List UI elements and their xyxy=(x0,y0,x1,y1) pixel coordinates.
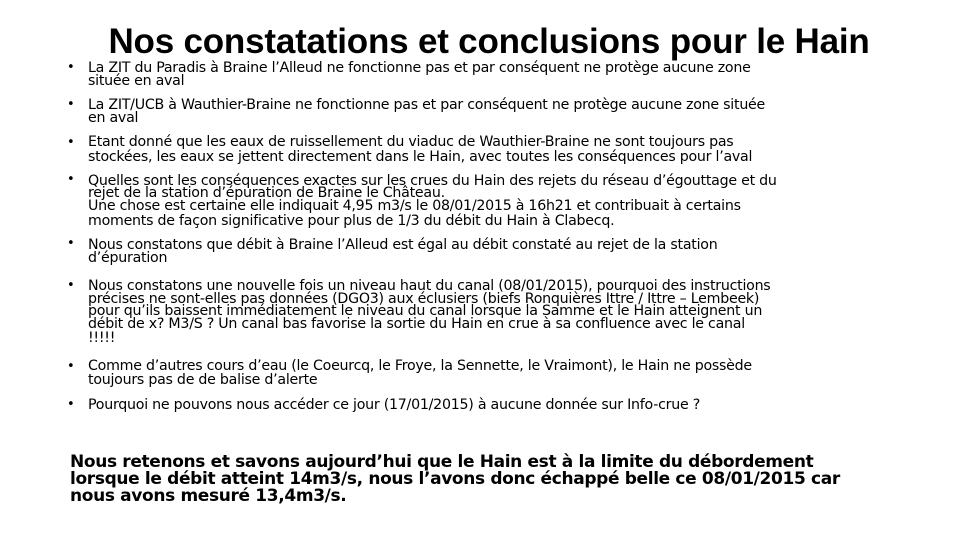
bullet-dot-icon: • xyxy=(67,172,75,187)
bullet-line: La ZIT du Paradis à Braine l’Alleud ne fonctionne pas et par conséquent ne protège aucune zone xyxy=(88,60,751,76)
bullet-line: Nous constatons que débit à Braine l’Alleud est égal au débit constaté au rejet de la station xyxy=(88,237,718,253)
bullet-line: Comme d’autres cours d’eau (le Coeurcq, le Froye, la Sennette, le Vraimont), le Hain ne possède xyxy=(88,358,752,374)
bullet-line: stockées, les eaux se jettent directement dans le Hain, avec toutes les conséquences pour l’aval xyxy=(88,149,753,165)
conclusion-line: lorsque le débit atteint 14m3/s, nous l’avons donc échappé belle ce 08/01/2015 car xyxy=(70,469,840,489)
bullet-line: débit de x? M3/S ? Un canal bas favorise la sortie du Hain en crue à sa confluence avec le canal xyxy=(88,316,745,332)
slide-title: Nos constatations et conclusions pour le Hain xyxy=(108,22,870,61)
bullet-dot-icon: • xyxy=(67,236,75,251)
bullet-line: Pourquoi ne pouvons nous accéder ce jour (17/01/2015) à aucune donnée sur Info-crue ? xyxy=(88,397,700,413)
bullet-item xyxy=(58,99,908,125)
bullet-list xyxy=(58,62,908,413)
conclusion-text xyxy=(70,454,910,505)
bullet-item xyxy=(58,238,908,264)
bullet-item xyxy=(58,397,908,413)
bullet-item xyxy=(58,279,908,349)
bullet-item xyxy=(58,359,908,389)
bullet-line: rejet de la station d’épuration de Braine le Château. xyxy=(88,185,445,201)
conclusion-line: Nous retenons et savons aujourd’hui que le Hain est à la limite du débordement xyxy=(70,452,814,472)
bullet-line: Quelles sont les conséquences exactes sur les crues du Hain des rejets du réseau d’égouttage et du xyxy=(88,173,777,189)
bullet-item xyxy=(58,62,908,88)
conclusion-line: nous avons mesuré 13,4m3/s. xyxy=(70,486,347,506)
bullet-dot-icon: • xyxy=(67,97,75,112)
bullet-line: Etant donné que les eaux de ruissellement du viaduc de Wauthier-Braine ne sont toujours pas xyxy=(88,134,734,150)
bullet-line: Une chose est certaine elle indiquait 4,95 m3/s le 08/01/2015 à 16h21 et contribuait à certains xyxy=(88,198,741,214)
bullet-dot-icon: • xyxy=(67,135,75,150)
bullet-dot-icon: • xyxy=(67,278,75,293)
bullet-dot-icon: • xyxy=(67,397,75,412)
bullet-line: située en aval xyxy=(88,72,185,89)
bullet-line: précises ne sont-elles pas données (DGO3) aux éclusiers (biefs Ronquières Ittre / Ittre – Lembeek) xyxy=(88,291,760,307)
bullet-line: Nous constatons une nouvelle fois un niveau haut du canal (08/01/2015), pourquoi des instructions xyxy=(88,278,771,294)
bullet-item xyxy=(58,135,908,165)
bullet-dot-icon: • xyxy=(67,60,75,75)
bullet-item xyxy=(58,174,908,228)
bullet-line: La ZIT/UCB à Wauthier-Braine ne fonctionne pas et par conséquent ne protège aucune zone située xyxy=(88,97,766,113)
bullet-line: toujours pas de de balise d’alerte xyxy=(88,372,318,388)
bullet-line: d’épuration xyxy=(88,250,168,266)
bullet-line: moments de façon significative pour plus de 1/3 du débit du Hain à Clabecq. xyxy=(88,213,615,229)
bullet-line: en aval xyxy=(88,109,139,126)
bullet-line: pour qu’ils baissent immédiatement le niveau du canal lorsque la Samme et le Hain atteignent un xyxy=(88,303,763,319)
bullet-dot-icon: • xyxy=(67,359,75,374)
bullet-line: !!!!! xyxy=(88,330,116,346)
